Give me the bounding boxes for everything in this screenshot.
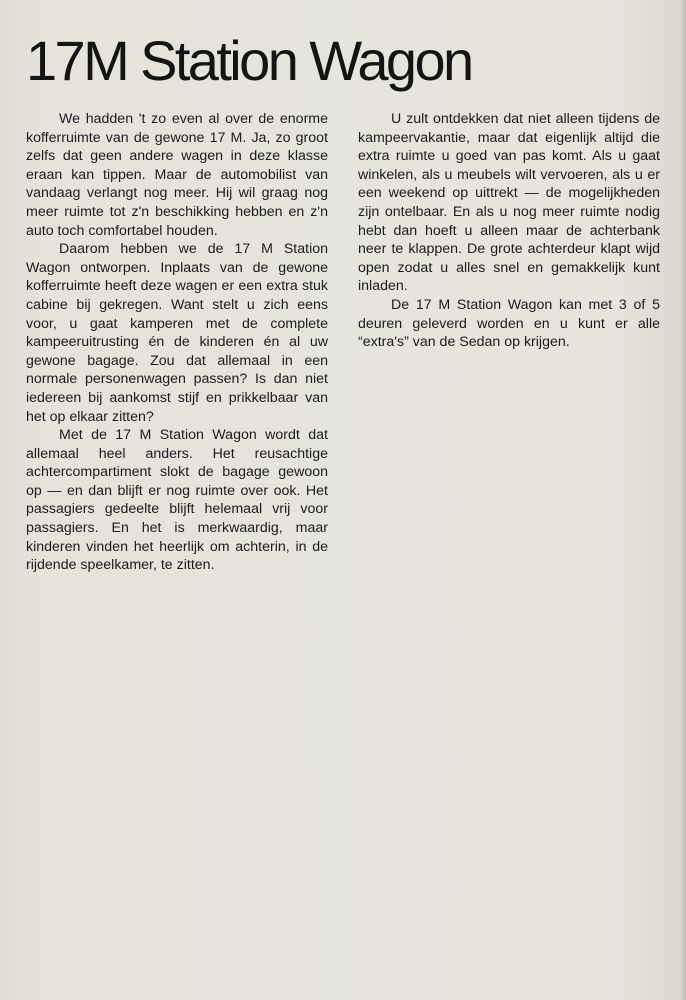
- paragraph: Met de 17 M Station Wagon wordt dat allemaal heel anders. Het reusachtige achtercompartiment slokt de bagage gewoon op — en dan blijft er nog ruimte over ook. Het passagiers gedeelte blijft helemaal vrij voor passagiers. En het is merkwaardig, maar kinderen vinden het heerlijk om achterin, in de rijdende speelkamer, te zitten.: [26, 427, 328, 574]
- page-edge-shadow: [680, 0, 686, 1000]
- text-column-left: [26, 110, 328, 575]
- paragraph: Daarom hebben we de 17 M Station Wagon ontworpen. Inplaats van de gewone kofferruimte heeft deze wagen er een extra stuk cabine bij gekregen. Want stelt u zich eens voor, u gaat kamperen met de complete kampeeruitrusting én de kinderen én al uw gewone bagage. Zou dat allemaal in een normale personenwagen passen? Is dan niet iedereen bij aankomst stijf en prikkelbaar van het op elkaar zitten?: [26, 241, 328, 425]
- page-title: 17M Station Wagon: [26, 29, 472, 92]
- paragraph: U zult ontdekken dat niet alleen tijdens de kampeervakantie, maar dat eigenlijk altijd die extra ruimte u goed van pas komt. Als u gaat winkelen, als u meubels wilt vervoeren, als u er een weekend op uittrekt — de mogelijkheden zijn ontelbaar. En als u nog meer ruimte nodig hebt dan hoeft u alleen maar de achterbank neer te klappen. De grote achterdeur klapt wijd open zodat u alles snel en gemakkelijk kunt inladen.: [358, 111, 660, 295]
- paragraph: We hadden 't zo even al over de enorme kofferruimte van de gewone 17 M. Ja, zo groot zelfs dat geen andere wagen in deze klasse eraan kan tippen. Maar de automobilist van vandaag verlangt nog meer. Hij wil graag nog meer ruimte tot z'n beschikking hebben en z'n auto toch comfortabel houden.: [26, 111, 328, 239]
- paragraph: De 17 M Station Wagon kan met 3 of 5 deuren geleverd worden en u kunt er alle “extra's” van de Sedan op krijgen.: [358, 296, 660, 351]
- text-column-right: [358, 110, 660, 352]
